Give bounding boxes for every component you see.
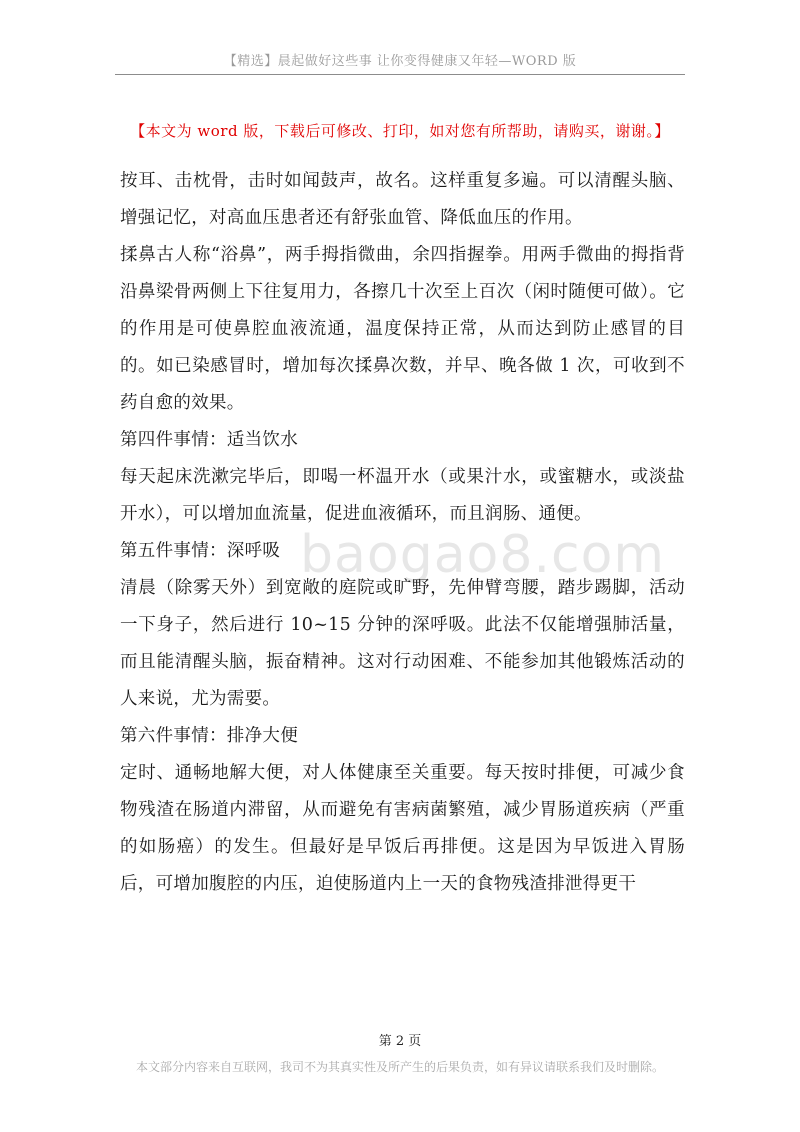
watermark: baogao8.com [300, 525, 666, 585]
header-rule [115, 74, 685, 75]
section-heading: 第五件事情：深呼吸 [120, 541, 281, 561]
document-body [120, 163, 685, 903]
section-heading: 第六件事情：排净大便 [120, 726, 298, 746]
paragraph: 揉鼻古人称“浴鼻”，两手拇指微曲，余四指握拳。用两手微曲的拇指背沿鼻梁骨两侧上下往复用力，各擦几十次至上百次（闲时随便可做）。它的作用是可使鼻腔血液流通，温度保持正常，从而达到防止感冒的目的。如已染感冒时，增加每次揉鼻次数，并早、晚各做 1 次，可收到不药自愈的效果。 [120, 245, 685, 413]
page-number: 第 2 页 [378, 1034, 422, 1049]
purchase-notice: 【本文为 word 版，下载后可修改、打印，如对您有所帮助，请购买，谢谢。】 [130, 122, 670, 140]
page-footer: 本文部分内容来自互联网，我司不为其真实性及所产生的后果负责，如有异议请联系我们及时删除。 [135, 1060, 664, 1074]
paragraph: 定时、通畅地解大便，对人体健康至关重要。每天按时排便，可减少食物残渣在肠道内滞留，从而避免有害病菌繁殖，减少胃肠道疾病（严重的如肠癌）的发生。但最好是早饭后再排便。这是因为早饭进入胃肠后，可增加腹腔的内压，迫使肠道内上一天的食物残渣排泄得更干 [120, 763, 685, 894]
paragraph: 清晨（除雾天外）到宽敞的庭院或旷野，先伸臂弯腰，踏步踢脚，活动一下身子，然后进行 10~15 分钟的深呼吸。此法不仅能增强肺活量，而且能清醒头脑，振奋精神。这对行动困难、不能参加其他锻炼活动的人来说，尤为需要。 [120, 578, 685, 709]
section-heading: 第四件事情：适当饮水 [120, 430, 298, 450]
paragraph: 每天起床洗漱完毕后，即喝一杯温开水（或果汁水，或蜜糖水，或淡盐开水），可以增加血流量，促进血液循环，而且润肠、通便。 [120, 467, 685, 524]
paragraph: 按耳、击枕骨，击时如闻鼓声，故名。这样重复多遍。可以清醒头脑、增强记忆，对高血压患者还有舒张血管、降低血压的作用。 [120, 171, 685, 228]
page-header: 【精选】晨起做好这些事 让你变得健康又年轻—WORD 版 [223, 54, 577, 69]
